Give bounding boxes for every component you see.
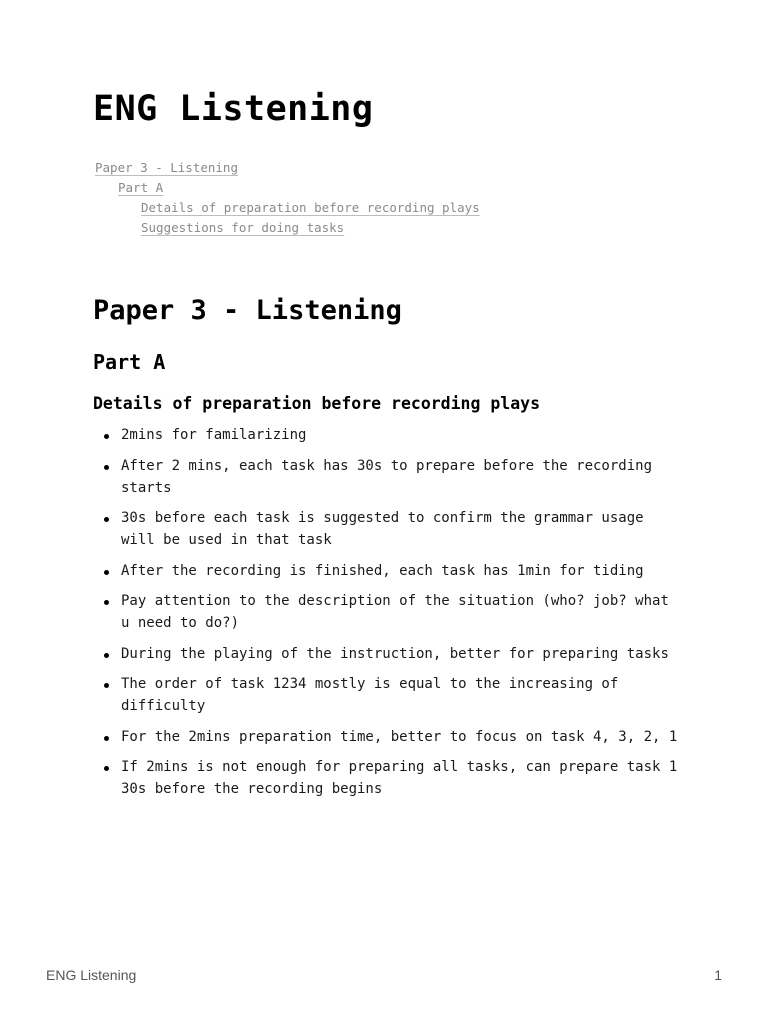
bullet-icon <box>104 517 109 522</box>
list-item <box>93 643 683 665</box>
toc-link[interactable]: Part A <box>118 180 164 195</box>
toc-item[interactable] <box>95 218 480 238</box>
list-item-text: For the 2mins preparation time, better to focus on task 4, 3, 2, 1 <box>121 728 678 745</box>
bullet-list <box>93 424 683 809</box>
bullet-icon <box>104 736 109 741</box>
toc-item[interactable] <box>95 158 480 178</box>
list-item <box>93 507 683 551</box>
list-item-text: 30s before each task is suggested to confirm the grammar usage will be used in that task <box>121 510 644 548</box>
list-item-text: Pay attention to the description of the situation (who? job? what u need to do?) <box>121 593 669 631</box>
bullet-icon <box>104 653 109 658</box>
list-item-text: 2mins for familarizing <box>121 427 307 443</box>
bullet-icon <box>104 600 109 605</box>
list-item <box>93 560 683 582</box>
bullet-icon <box>104 766 109 771</box>
document-title: ENG Listening <box>93 89 374 129</box>
toc-item[interactable] <box>95 178 480 198</box>
bullet-icon <box>104 465 109 470</box>
list-item-text: After the recording is finished, each task has 1min for tiding <box>121 562 644 579</box>
toc-link[interactable]: Suggestions for doing tasks <box>141 220 345 235</box>
toc-link[interactable]: Paper 3 - Listening <box>95 160 238 175</box>
bullet-icon <box>104 434 109 439</box>
list-item <box>93 673 683 717</box>
list-item <box>93 590 683 634</box>
toc-link[interactable]: Details of preparation before recording plays <box>141 200 480 215</box>
list-item-text: If 2mins is not enough for preparing all tasks, can prepare task 1 30s before the recording begins <box>121 759 678 797</box>
subsection-heading: Part A <box>93 350 166 374</box>
table-of-contents <box>95 158 480 238</box>
footer-document-title: ENG Listening <box>46 967 137 983</box>
toc-item[interactable] <box>95 198 480 218</box>
subsubsection-heading: Details of preparation before recording plays <box>93 394 541 413</box>
bullet-icon <box>104 683 109 688</box>
list-item <box>93 455 683 499</box>
bullet-icon <box>104 570 109 575</box>
list-item-text: The order of task 1234 mostly is equal to the increasing of difficulty <box>121 676 619 714</box>
section-heading: Paper 3 - Listening <box>93 295 402 326</box>
list-item-text: After 2 mins, each task has 30s to prepare before the recording starts <box>121 457 653 496</box>
footer-page-number: 1 <box>714 967 722 983</box>
list-item <box>93 726 683 748</box>
list-item-text: During the playing of the instruction, better for preparing tasks <box>121 645 669 662</box>
list-item <box>93 756 683 800</box>
list-item <box>93 424 683 446</box>
